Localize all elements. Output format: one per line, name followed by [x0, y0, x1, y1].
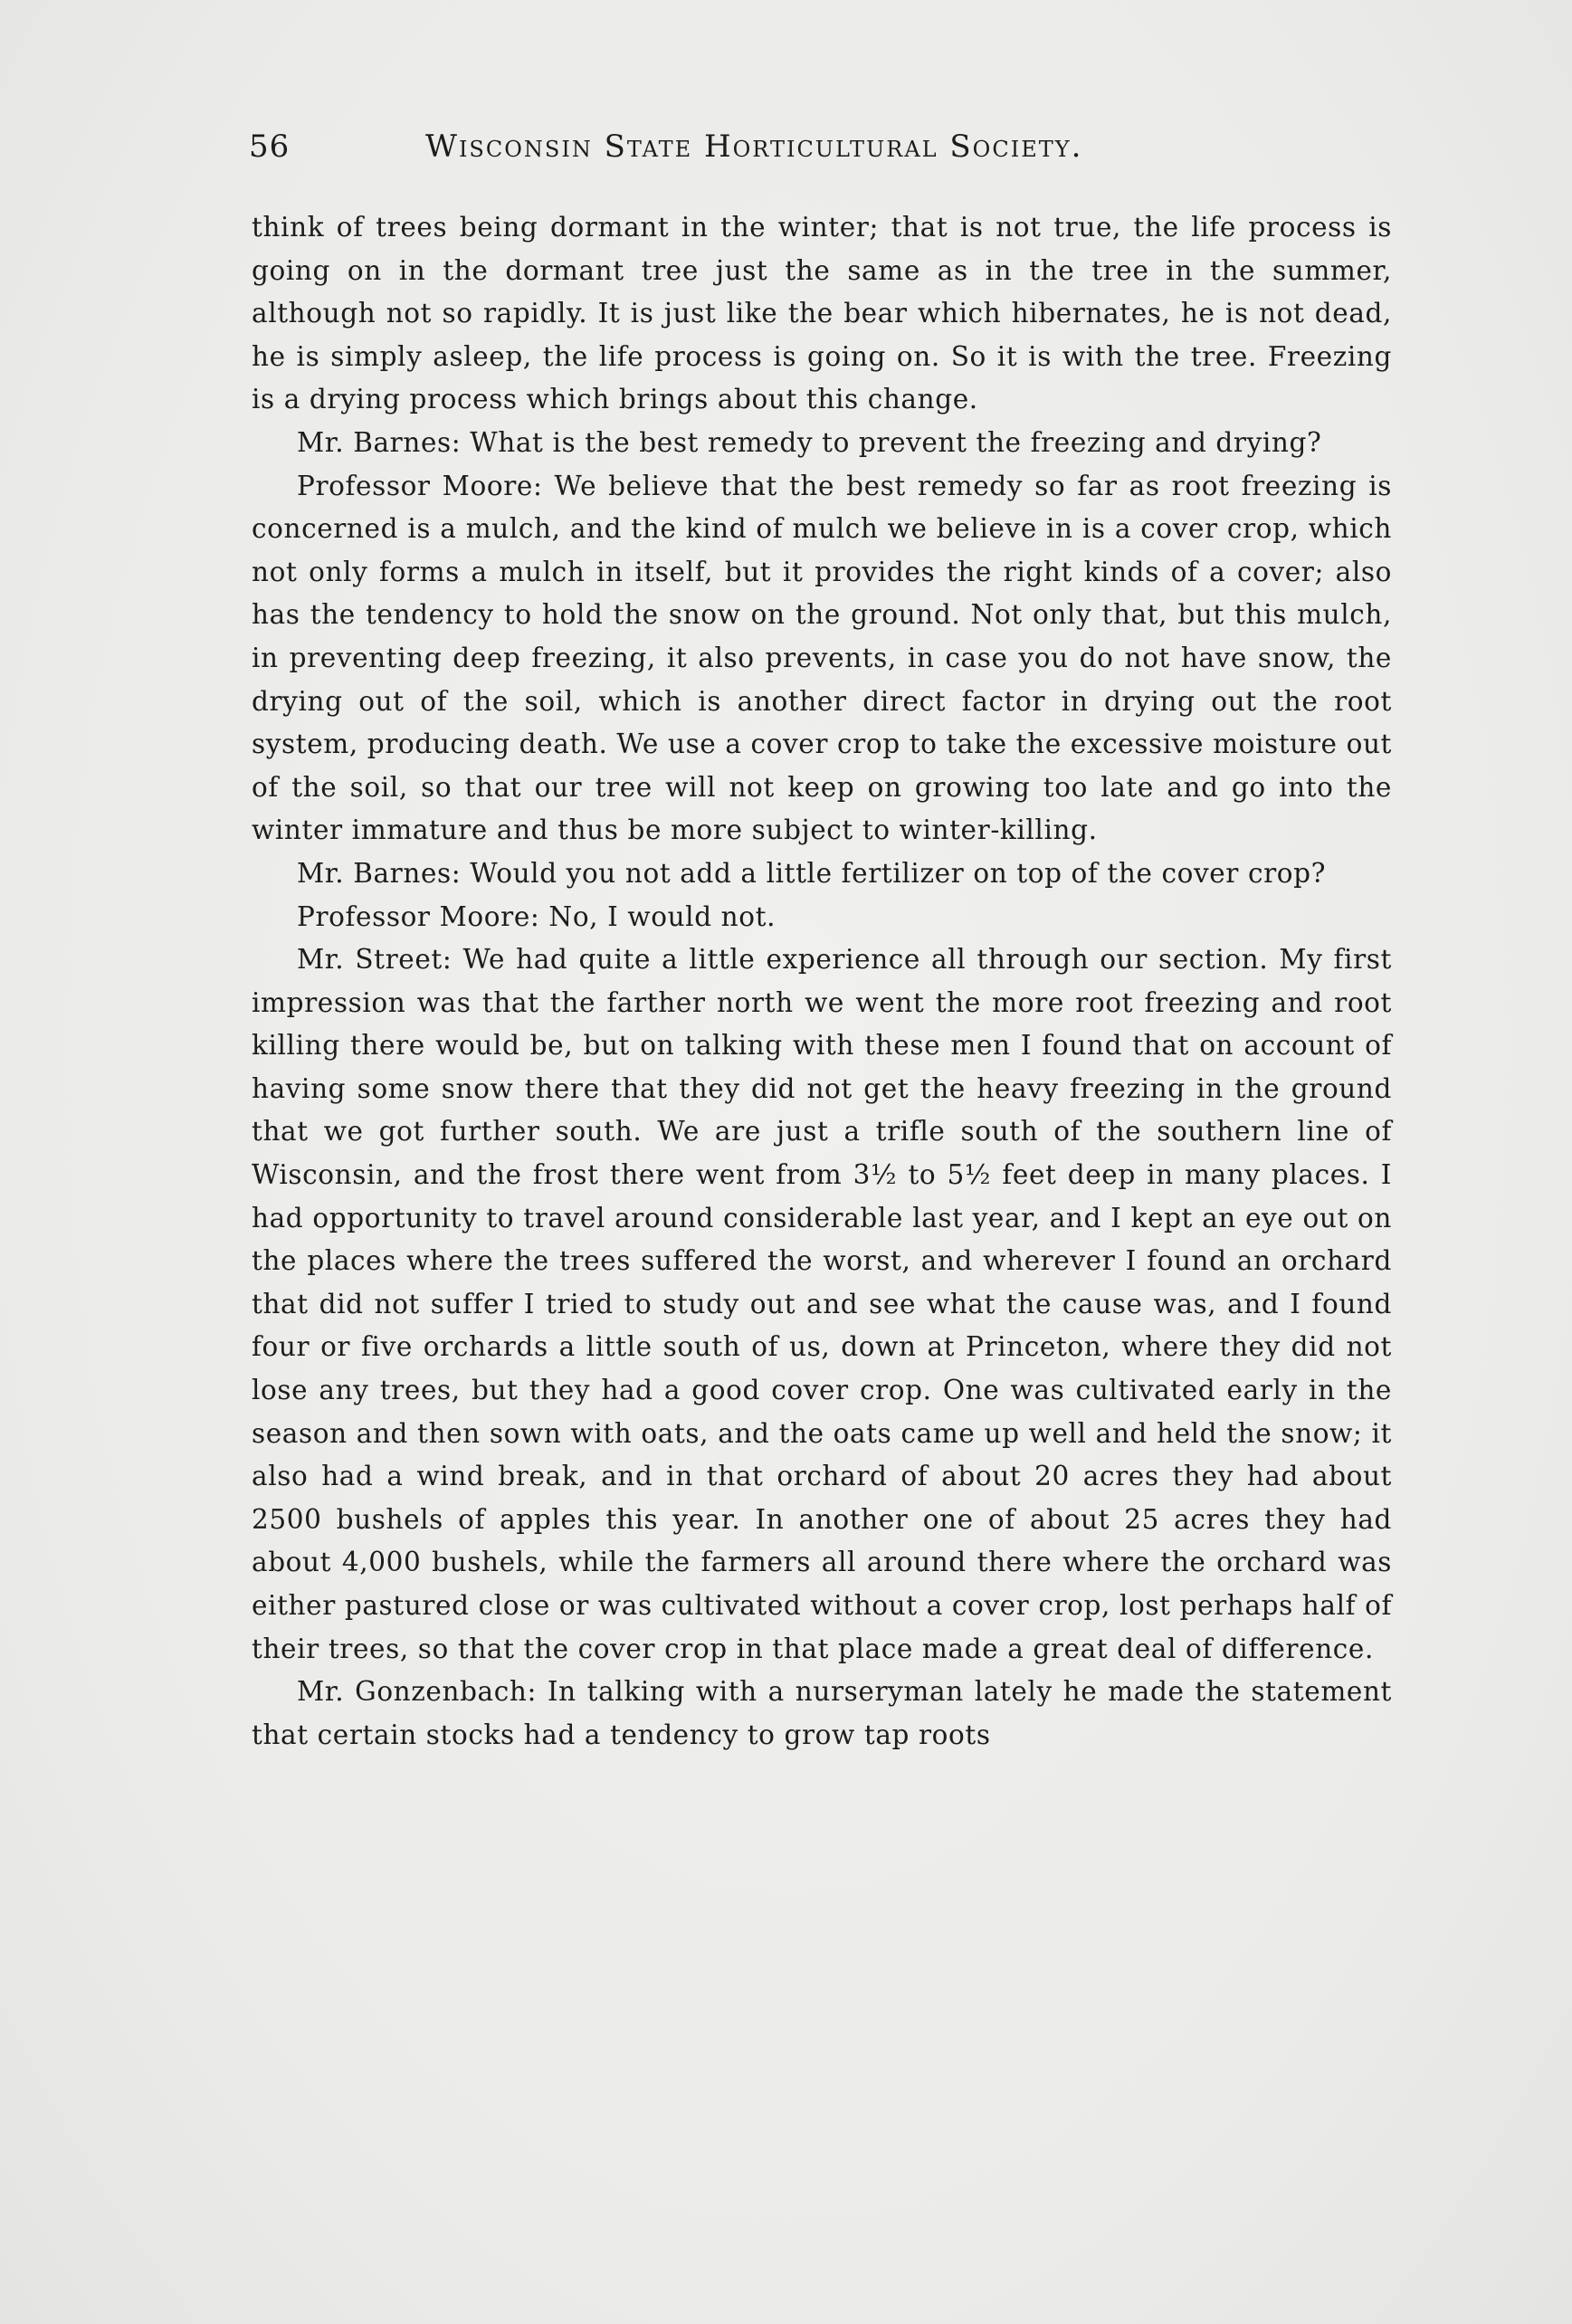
running-title: Wisconsin State Horticultural Society.: [425, 129, 1083, 165]
paragraph-barnes-fertilizer: Mr. Barnes: Would you not add a little fertilizer on top of the cover crop?: [297, 857, 1327, 889]
paragraph-street-experience: Mr. Street: We had quite a little experience all through our section. My first impression was that the farther north we went the more root freezing and root killing there would be, but on talking with these men I found that on account of having some snow there that they did not get the heavy freezing in the ground that we got further south. We are just a trifle south of the southern line of Wisconsin, and the frost there went from 3½ to 5½ feet deep in many places. I had opportunity to travel around considerable last year, and I kept an eye out on the places where the trees suffered the worst, and wherever I found an orchard that did not suffer I tried to study out and see what the cause was, and I found four or five orchards a little south of us, down at Princeton, where they did not lose any trees, but they had a good cover crop. One was cultivated early in the season and then sown with oats, and the oats came up well and held the snow; it also had a wind break, and in that orchard of about 20 acres they had about 2500 bushels of apples this year. In another one of about 25 acres they had about 4,000 bushels, while the farmers all around there where the orchard was either pastured close or was cultivated without a cover crop, lost perhaps half of their trees, so that the cover crop in that place made a great deal of difference.: [252, 944, 1392, 1664]
paragraph-moore-answer: Professor Moore: We believe that the best remedy so far as root freezing is concerned is a mulch, and the kind of mulch we believe in is a cover crop, which not only forms a mulch in itself, but it provides the right kinds of a cover; also has the tendency to hold the snow on the ground. Not only that, but this mulch, in preventing deep freezing, it also prevents, in case you do not have snow, the drying out of the soil, which is another direct factor in drying out the root system, producing death. We use a cover crop to take the excessive moisture out of the soil, so that our tree will not keep on growing too late and go into the winter immature and thus be more subject to winter-killing.: [252, 470, 1392, 846]
body-text: [252, 206, 1392, 1757]
paragraph-moore-reply: Professor Moore: No, I would not.: [297, 900, 776, 932]
paragraph-barnes-question: Mr. Barnes: What is the best remedy to prevent the freezing and drying?: [297, 426, 1322, 458]
page-header: [249, 129, 1389, 183]
paragraph-gonzenbach: Mr. Gonzenbach: In talking with a nurseryman lately he made the statement that certain stocks had a tendency to grow tap roots: [252, 1676, 1392, 1750]
page-number: 56: [249, 129, 291, 165]
paragraph-continuation: think of trees being dormant in the winter; that is not true, the life process is going on in the dormant tree just the same as in the tree in the summer, although not so rapidly. It is just like the bear which hibernates, he is not dead, he is simply asleep, the life process is going on. So it is with the tree. Freezing is a drying process which brings about this change.: [252, 212, 1392, 415]
